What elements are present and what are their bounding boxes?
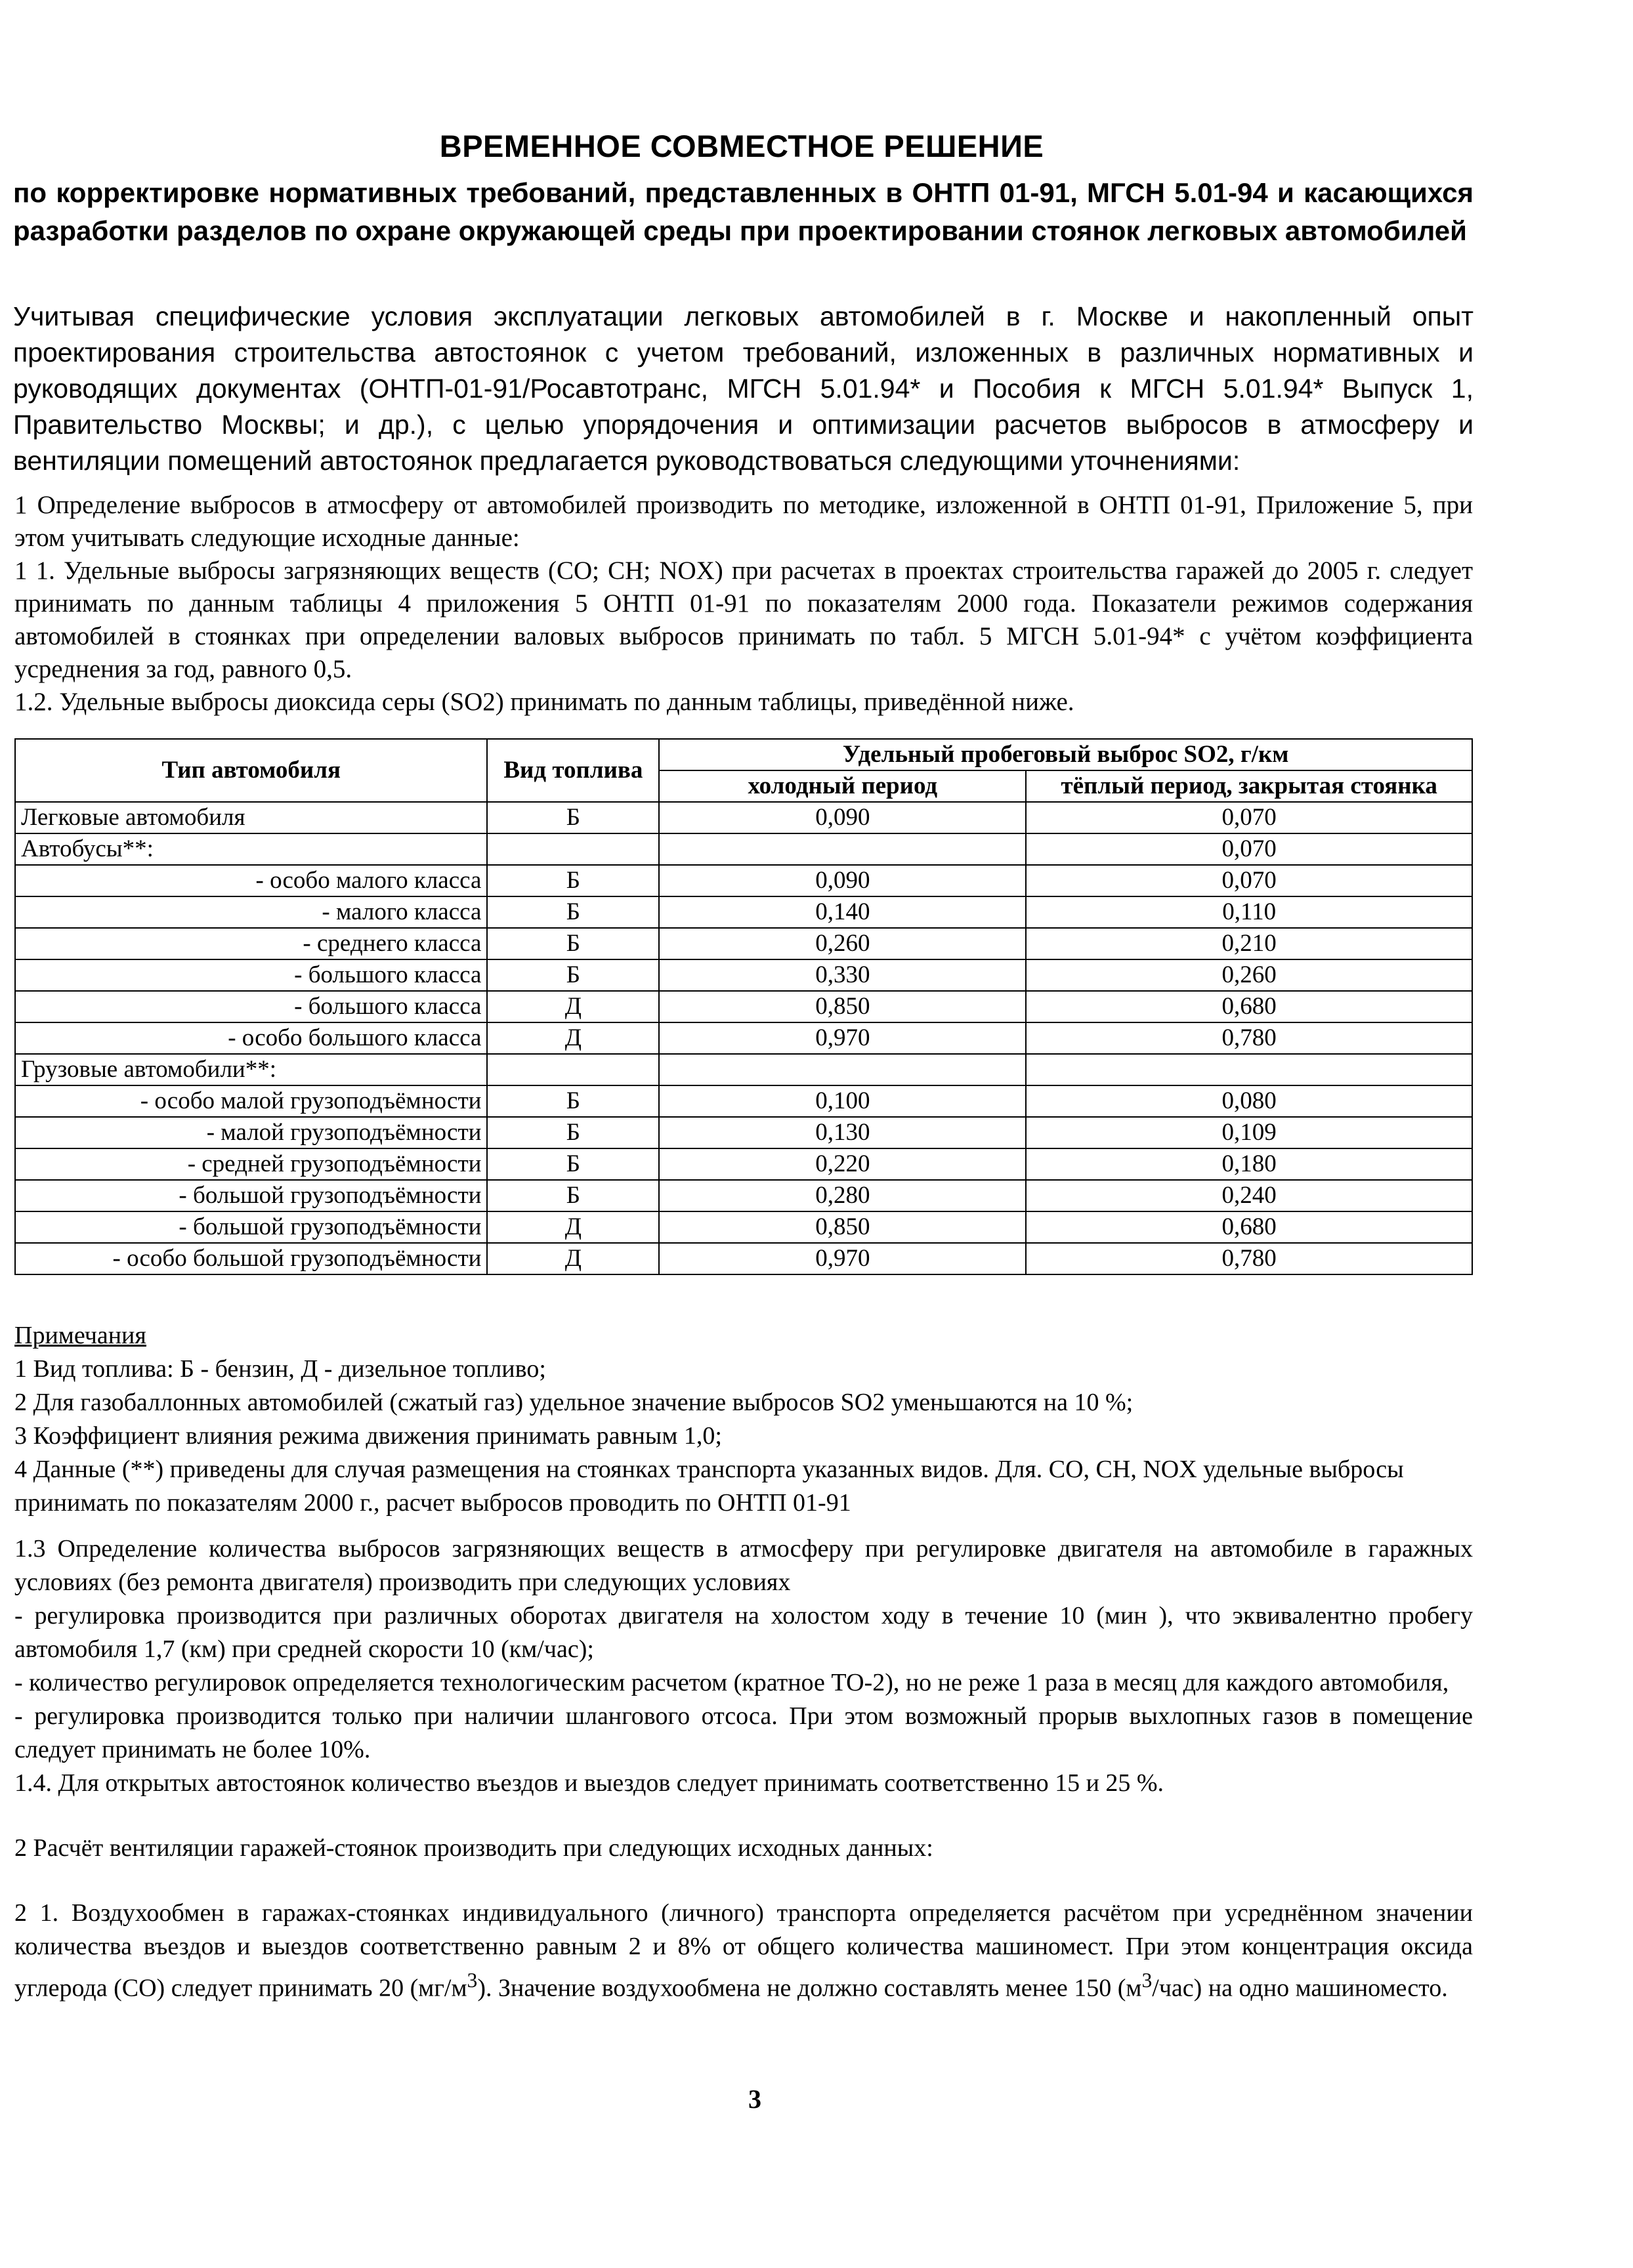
section-1-1-paragraph: 1 1. Удельные выбросы загрязняющих веществ (CO; CH; NOX) при расчетах в проектах строительства гаражей до 2005 г. следует принимать по данным таблицы 4 приложения 5 ОНТП 01-91 по показателям 2000 года. Показатели режимов содержания автомобилей в стоянках при определении валовых выбросов принимать по табл. 5 МГСН 5.01-94* с учётом коэффициента усреднения за год, равного 0,5. [14,556,1473,683]
vehicle-type-cell: - среднего класса [15,928,487,959]
cold-period-cell: 0,090 [659,865,1026,896]
table-row [15,1117,1472,1148]
warm-period-cell: 0,180 [1026,1148,1472,1180]
table-row [15,865,1472,896]
table-row [15,1148,1472,1180]
warm-period-cell: 0,110 [1026,896,1472,928]
table-row [15,1243,1472,1274]
table-row [15,928,1472,959]
table-row [15,1054,1472,1085]
warm-period-cell: 0,210 [1026,928,1472,959]
warm-period-cell: 0,109 [1026,1117,1472,1148]
fuel-type-cell: Б [487,928,659,959]
fuel-type-cell: Б [487,1148,659,1180]
document-title: ВРЕМЕННОЕ СОВМЕСТНОЕ РЕШЕНИЕ [439,129,1044,163]
table-row [15,959,1472,991]
vehicle-type-cell: - малой грузоподъёмности [15,1117,487,1148]
warm-period-cell: 0,080 [1026,1085,1472,1117]
table-row [15,1022,1472,1054]
warm-period-cell: 0,070 [1026,833,1472,865]
note-item: 1 Вид топлива: Б - бензин, Д - дизельное топливо; [14,1355,546,1383]
table-row [15,1211,1472,1243]
fuel-type-cell: Д [487,1243,659,1274]
cold-period-cell: 0,330 [659,959,1026,991]
cold-period-cell [659,833,1026,865]
cold-period-cell: 0,090 [659,802,1026,833]
table-row [15,896,1472,928]
intro-paragraph: Учитывая специфические условия эксплуатации легковых автомобилей в г. Москве и накопленный опыт проектирования строительства автостоянок с учетом требований, изложенных в различных нормативных и руководящих документах (ОНТП-01-91/Росавтотранс, МГСН 5.01.94* и Пособия к МГСН 5.01.94* Выпуск 1, Правительство Москвы; и др.), с целью упорядочения и оптимизации расчетов выбросов в атмосферу и вентиляции помещений автостоянок предлагается руководствоваться следующими уточнениями: [13,301,1474,476]
table-row [15,1180,1472,1211]
section-1 [14,489,1473,719]
section-1-paragraph: 1 Определение выбросов в атмосферу от автомобилей производить по методике, изложенной в ОНТП 01-91, Приложение 5, при этом учитывать следующие исходные данные: [14,491,1473,552]
vehicle-type-cell: - особо малой грузоподъёмности [15,1085,487,1117]
vehicle-type-cell: - особо малого класса [15,865,487,896]
fuel-type-cell: Б [487,896,659,928]
fuel-type-cell [487,833,659,865]
cold-period-cell: 0,850 [659,1211,1026,1243]
section-1-3-bullet: - регулировка производится только при наличии шлангового отсоса. При этом возможный прорыв выхлопных газов в помещение следует принимать не более 10%. [14,1702,1473,1763]
warm-period-cell: 0,780 [1026,1243,1472,1274]
vehicle-type-cell: - большой грузоподъёмности [15,1211,487,1243]
vehicle-type-cell: - малого класса [15,896,487,928]
fuel-type-cell: Б [487,1180,659,1211]
page-number: 3 [748,2084,761,2114]
section-1-3-paragraph: 1.3 Определение количества выбросов загрязняющих веществ в атмосферу при регулировке двигателя на автомобиле в гаражных условиях (без ремонта двигателя) производить при следующих условиях [14,1535,1473,1596]
vehicle-type-cell: - большого класса [15,991,487,1022]
header-fuel-type: Вид топлива [487,739,659,802]
vehicle-type-cell: - средней грузоподъёмности [15,1148,487,1180]
warm-period-cell: 0,070 [1026,802,1472,833]
table-row [15,833,1472,865]
vehicle-type-cell: Легковые автомобиля [15,802,487,833]
warm-period-cell: 0,240 [1026,1180,1472,1211]
header-warm-period: тёплый период, закрытая стоянка [1026,770,1472,802]
note-item: 3 Коэффициент влияния режима движения принимать равным 1,0; [14,1422,722,1450]
cold-period-cell: 0,280 [659,1180,1026,1211]
table-row [15,991,1472,1022]
cold-period-cell [659,1054,1026,1085]
fuel-type-cell: Б [487,1085,659,1117]
cold-period-cell: 0,100 [659,1085,1026,1117]
note-item: 2 Для газобаллонных автомобилей (сжатый газ) удельное значение выбросов SO2 уменьшаются на 10 %; [14,1389,1134,1416]
vehicle-type-cell: - особо большого класса [15,1022,487,1054]
fuel-type-cell [487,1054,659,1085]
vehicle-type-cell: - большого класса [15,959,487,991]
remaining-sections [14,1532,1473,2006]
table-row [15,802,1472,833]
header-cold-period: холодный период [659,770,1026,802]
section-1-4-paragraph: 1.4. Для открытых автостоянок количество въездов и выездов следует принимать соответственно 15 и 25 %. [14,1769,1164,1797]
notes-section [14,1319,1473,1520]
vehicle-type-cell: - особо большой грузоподъёмности [15,1243,487,1274]
warm-period-cell: 0,680 [1026,991,1472,1022]
fuel-type-cell: Б [487,959,659,991]
cold-period-cell: 0,260 [659,928,1026,959]
warm-period-cell: 0,680 [1026,1211,1472,1243]
warm-period-cell: 0,780 [1026,1022,1472,1054]
cold-period-cell: 0,850 [659,991,1026,1022]
cold-period-cell: 0,970 [659,1022,1026,1054]
header-so2-emission: Удельный пробеговый выброс SO2, г/км [659,739,1472,770]
section-1-3-bullet: - регулировка производится при различных оборотах двигателя на холостом ходу в течение 10 (мин ), что эквивалентно пробегу автомобиля 1,7 (км) при средней скорости 10 (км/час); [14,1602,1473,1663]
vehicle-type-cell: - большой грузоподъёмности [15,1180,487,1211]
section-2-paragraph: 2 Расчёт вентиляции гаражей-стоянок производить при следующих исходных данных: [14,1834,933,1862]
warm-period-cell: 0,070 [1026,865,1472,896]
table-row [15,1085,1472,1117]
cold-period-cell: 0,970 [659,1243,1026,1274]
header-vehicle-type: Тип автомобиля [15,739,487,802]
notes-heading: Примечания [14,1322,146,1349]
section-1-3-bullet: - количество регулировок определяется технологическим расчетом (кратное ТО-2), но не реже 1 раза в месяц для каждого автомобиля, [14,1669,1449,1696]
so2-emissions-table [14,738,1473,1275]
fuel-type-cell: Д [487,991,659,1022]
table-header-row [15,739,1472,770]
section-1-2-paragraph: 1.2. Удельные выбросы диоксида серы (SO2) принимать по данным таблицы, приведённой ниже. [14,688,1074,716]
warm-period-cell [1026,1054,1472,1085]
fuel-type-cell: Д [487,1211,659,1243]
warm-period-cell: 0,260 [1026,959,1472,991]
cold-period-cell: 0,220 [659,1148,1026,1180]
fuel-type-cell: Б [487,1117,659,1148]
note-item: 4 Данные (**) приведены для случая размещения на стоянках транспорта указанных видов. Для. CO, CH, NOX удельные выбросы принимать по показателям 2000 г., расчет выбросов проводить по ОНТП 01-91 [14,1456,1404,1517]
fuel-type-cell: Д [487,1022,659,1054]
cold-period-cell: 0,140 [659,896,1026,928]
table-body [15,802,1472,1274]
cold-period-cell: 0,130 [659,1117,1026,1148]
vehicle-type-cell: Грузовые автомобили**: [15,1054,487,1085]
fuel-type-cell: Б [487,865,659,896]
document-subtitle: по корректировке нормативных требований, представленных в ОНТП 01-91, МГСН 5.01-94 и касающихся разработки разделов по охране окружающей среды при проектировании стоянок легковых автомобилей [13,177,1474,246]
fuel-type-cell: Б [487,802,659,833]
section-2-1-paragraph: 2 1. Воздухообмен в гаражах-стоянках индивидуального (личного) транспорта определяется расчётом при усреднённом значении количества въездов и выездов соответственно равным 2 и 8% от общего количества машиномест. При этом концентрация оксида углерода (CO) следует принимать 20 $(мг/м^3)$. Значение воздухообмена не должно составлять менее 150 $(м^3/час)$ на одно машиноместо. [14,1899,1473,2002]
vehicle-type-cell: Автобусы**: [15,833,487,865]
